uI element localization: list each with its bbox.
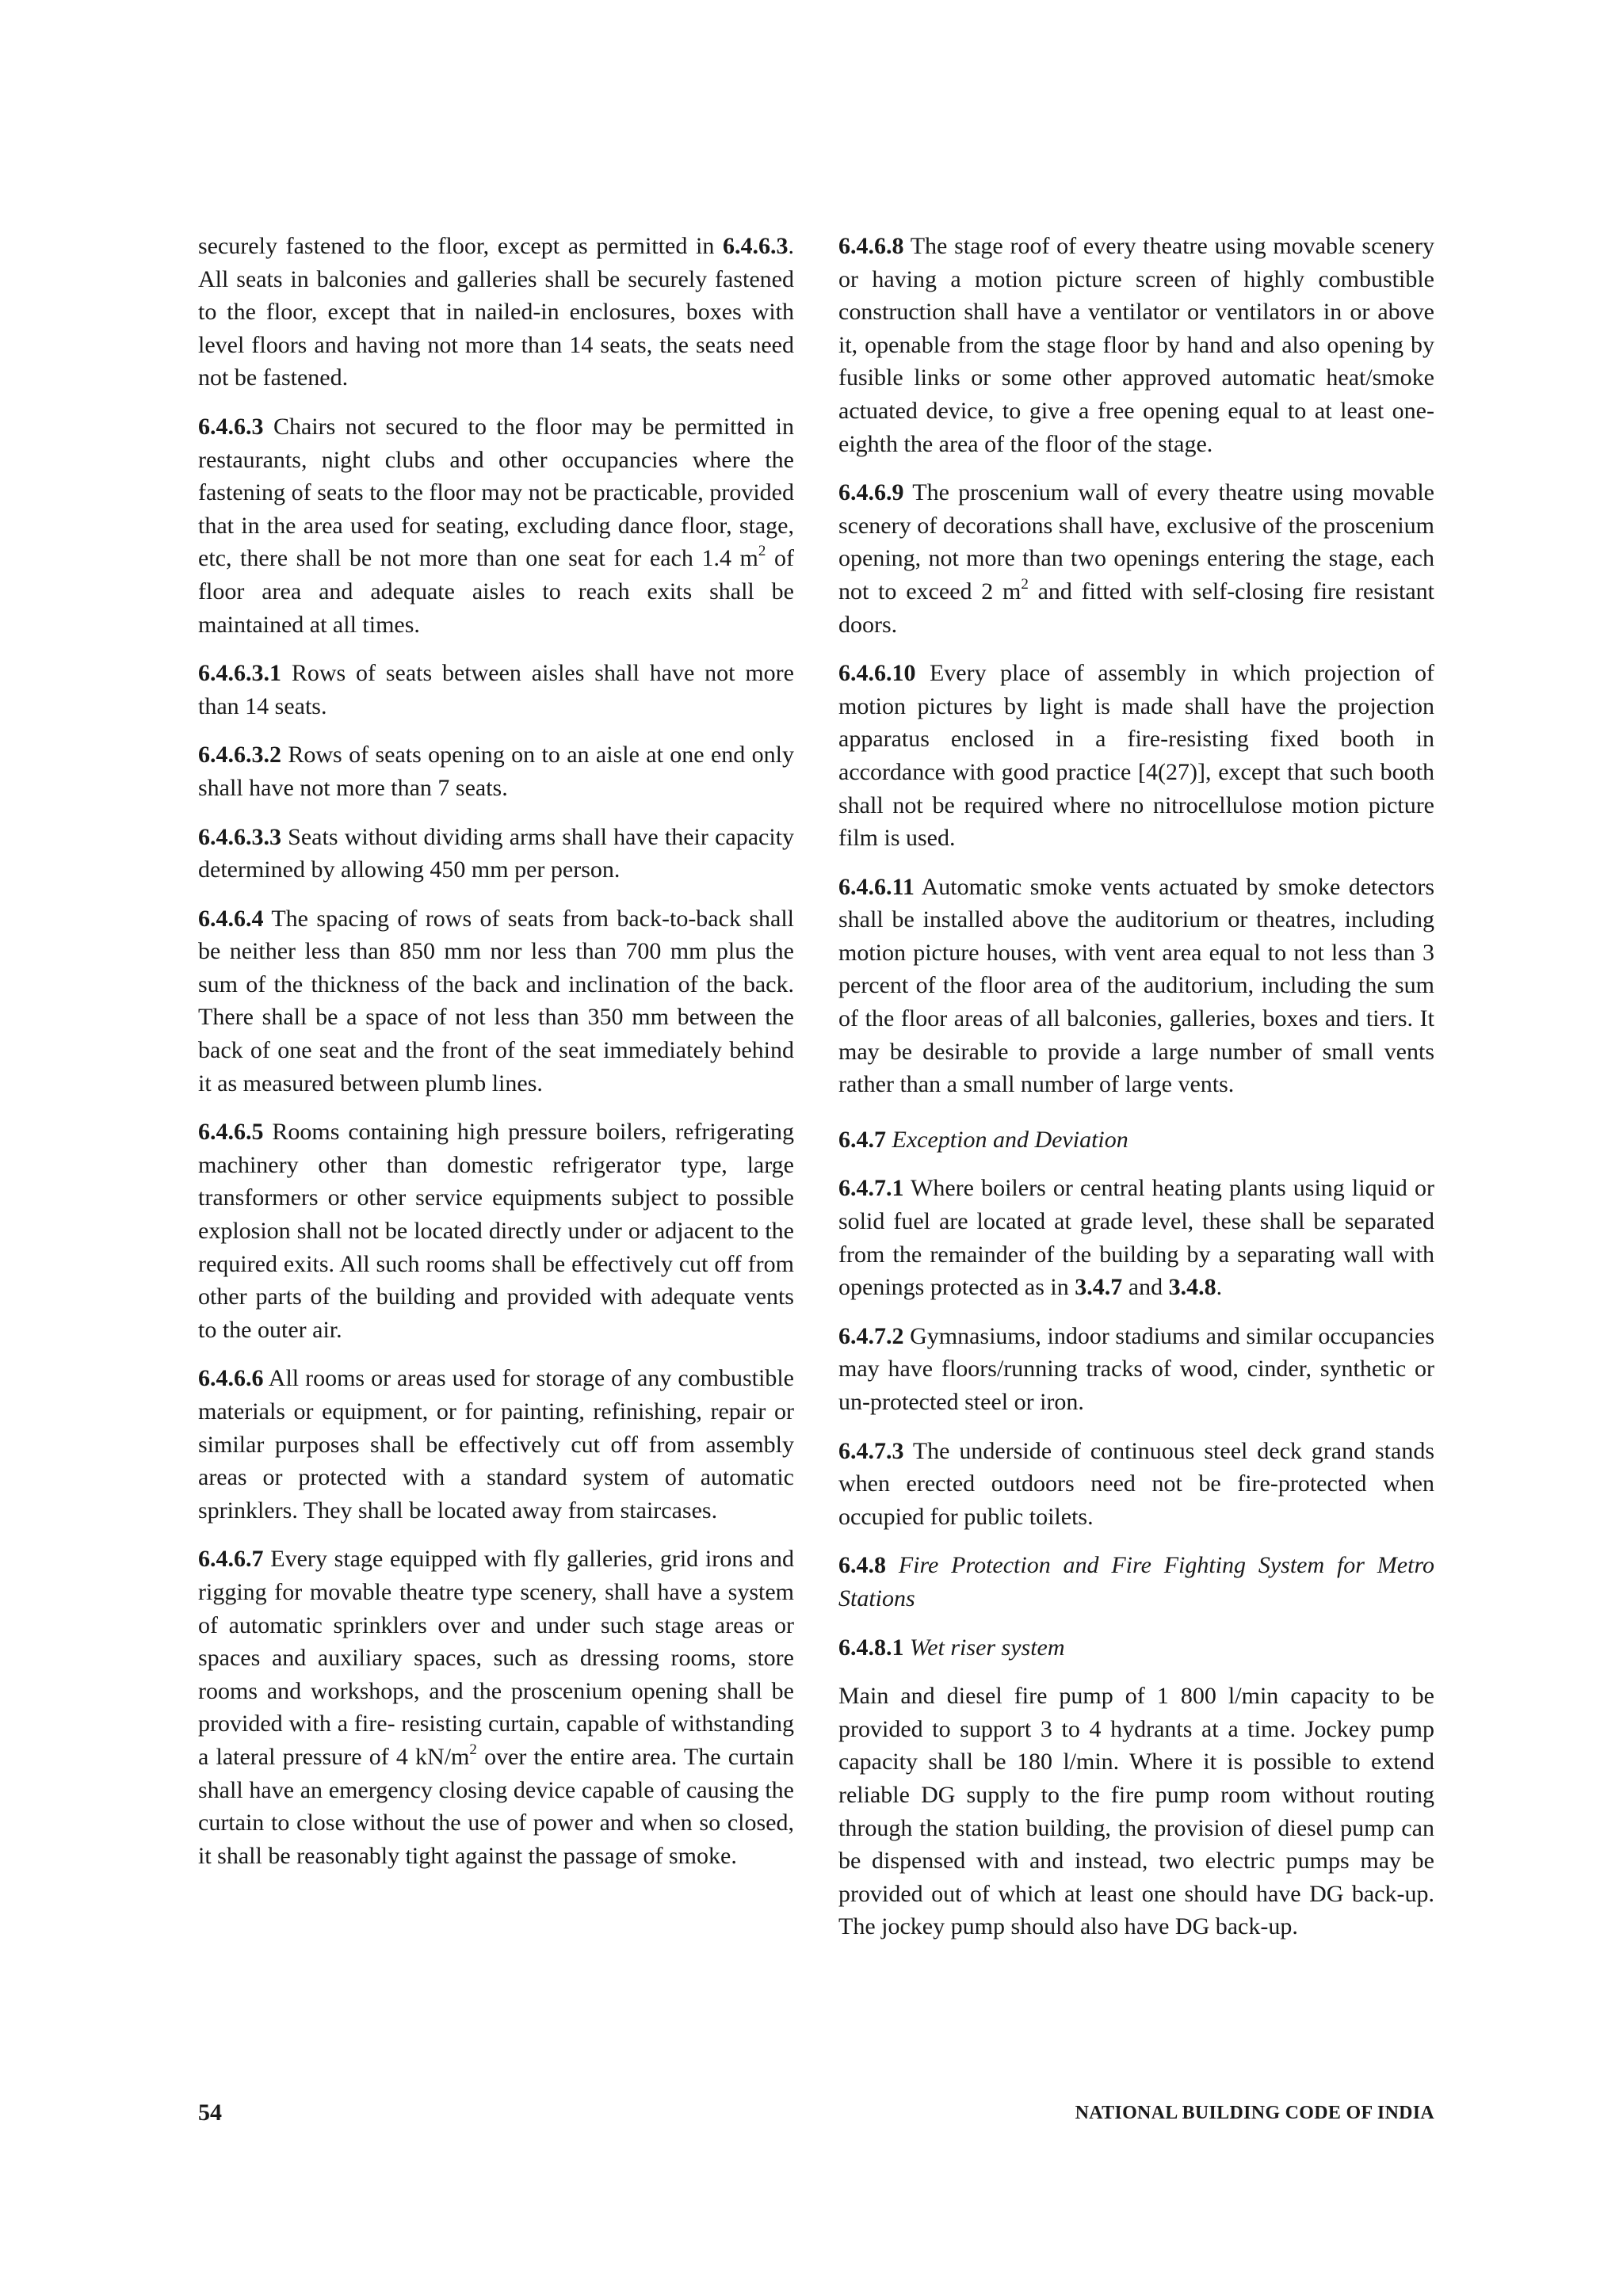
paragraph-continuation [198,230,794,395]
paragraph-text: securely fastened to the floor, except as permitted in [198,233,723,259]
section-title: Wet riser system [910,1634,1065,1661]
paragraph-text: . [1216,1274,1223,1301]
paragraph-text: Main and diesel fire pump of 1 800 l/min capacity to be provided to support 3 to 4 hydrants at a time. Jockey pump capacity shall be 180 l/min. Where it is possible to extend reliable DG supply to the fire pump room without routing through the station building, the provision of diesel pump can be dispensed with and instead, two electric pumps may be provided out of which at least one should have DG back-up. The jockey pump should also have DG back-up. [838,1683,1434,1940]
clause-number: 6.4.8.1 [838,1634,904,1661]
superscript: 2 [1021,575,1029,593]
paragraph-text: Automatic smoke vents actuated by smoke detectors shall be installed above the auditorium or theatres, including motion picture houses, with vent area equal to not less than 3 percent of the floor area of the auditorium, including the sum of the floor areas of all balconies, galleries, boxes and tiers. It may be desirable to provide a large number of small vents rather than a small number of large vents. [838,873,1434,1098]
clause-number: 6.4.6.4 [198,905,264,932]
running-title: NATIONAL BUILDING CODE OF INDIA [1075,2103,1434,2123]
paragraph-text: and [1122,1274,1169,1301]
superscript: 2 [758,543,766,560]
clause-number: 6.4.8 [838,1552,886,1579]
paragraph-text: over the entire area. The curtain shall have an emergency closing device capable of causing the curtain to close without the use of power and when so closed, it shall be reasonably tight against the passage of smoke. [198,1743,795,1869]
clause-number: 6.4.6.3.1 [198,660,281,687]
paragraph-6-4-6-8 [838,230,1434,460]
heading-6-4-7 [838,1123,1434,1157]
paragraph-6-4-6-3-2 [198,738,794,804]
section-reference: 6.4.6.3 [723,233,789,259]
paragraph-text: Rows of seats between aisles shall have not more than 14 seats. [198,660,794,719]
paragraph-text: Rooms containing high pressure boilers, refrigerating machinery other than domestic refrigerator type, large transformers or other service equipments subject to possible explosion shall not be located directly under or adjacent to the required exits. All such rooms shall be effectively cut off from other parts of the building and provided with adequate vents to the outer air. [198,1119,794,1343]
page-footer [198,2100,1434,2131]
paragraph-text: Seats without dividing arms shall have their capacity determined by allowing 450 mm per person. [198,823,794,883]
clause-number: 6.4.6.11 [838,873,915,900]
clause-number: 6.4.6.3.2 [198,742,281,769]
paragraph-text: Where boilers or central heating plants using liquid or solid fuel are located at grade level, these shall be separated from the remainder of the building by a separating wall with openings protected as in [838,1175,1434,1301]
paragraph-6-4-7-2 [838,1320,1434,1419]
section-title: Fire Protection and Fire Fighting System for Metro Stations [838,1552,1435,1611]
clause-number: 6.4.6.6 [198,1365,264,1392]
paragraph-text: The stage roof of every theatre using movable scenery or having a motion picture screen of highly combustible construction shall have a ventilator or ventilators in or above it, openable from the stage floor by hand and also opening by fusible links or some other approved automatic heat/smoke actuated device, to give a free opening equal to at least one-eighth the area of the floor of the stage. [838,233,1434,457]
paragraph-6-4-7-1 [838,1172,1434,1303]
paragraph-text: The spacing of rows of seats from back-to-back shall be neither less than 850 mm nor less than 700 mm plus the sum of the thickness of the back and inclination of the back. There shall be a space of not less than 350 mm between the back of one seat and the front of the seat immediately behind it as measured between plumb lines. [198,905,794,1097]
paragraph-text: Every place of assembly in which projection of motion pictures by light is made shall have the projection apparatus enclosed in a fire-resisting fixed booth in accordance with good practice [4(27)], except that such booth shall not be required where no nitrocellulose motion picture film is used. [838,660,1434,852]
paragraph-text: Gymnasiums, indoor stadiums and similar occupancies may have floors/running tracks of wood, cinder, synthetic or un-protected steel or iron. [838,1322,1434,1415]
paragraph-wet-riser [838,1680,1434,1943]
clause-number: 6.4.7 [838,1126,886,1153]
paragraph-6-4-6-3-3 [198,821,794,887]
paragraph-6-4-6-5 [198,1116,794,1346]
superscript: 2 [469,1741,477,1758]
paragraph-text: The proscenium wall of every theatre using movable scenery of decorations shall have, exclusive of the proscenium opening, not more than two openings entering the stage, each not to exceed 2 m [838,479,1434,605]
paragraph-6-4-6-7 [198,1543,794,1872]
right-column [838,230,1434,1959]
paragraph-text: . All seats in balconies and galleries shall be securely fastened to the floor, except that in nailed-in enclosures, boxes with level floors and having not more than 14 seats, the seats need not be fastened. [198,233,794,391]
paragraph-text: Rows of seats opening on to an aisle at one end only shall have not more than 7 seats. [198,742,794,801]
clause-number: 6.4.6.3 [198,413,264,440]
clause-number: 6.4.6.7 [198,1546,264,1573]
paragraph-6-4-6-9 [838,476,1434,641]
clause-number: 6.4.6.5 [198,1119,264,1146]
section-reference: 3.4.8 [1168,1274,1216,1301]
clause-number: 6.4.7.2 [838,1322,904,1349]
clause-number: 6.4.6.3.3 [198,823,281,850]
paragraph-text: The underside of continuous steel deck grand stands when erected outdoors need not be fire-protected when occupied for public toilets. [838,1437,1434,1530]
heading-6-4-8 [838,1549,1434,1615]
paragraph-text: Every stage equipped with fly galleries, grid irons and rigging for movable theatre type scenery, shall have a system of automatic sprinklers over and under such stage areas or spaces and auxiliary spaces, such as dressing rooms, store rooms and workshops, and the proscenium opening shall be provided with a fire- resisting curtain, capable of withstanding a lateral pressure of 4 kN/m [198,1546,794,1770]
paragraph-6-4-6-3-1 [198,657,794,723]
clause-number: 6.4.6.9 [838,479,904,506]
paragraph-6-4-6-6 [198,1362,794,1527]
paragraph-6-4-6-3 [198,410,794,641]
section-title: Exception and Deviation [892,1126,1128,1153]
clause-number: 6.4.7.1 [838,1175,904,1202]
paragraph-text: Chairs not secured to the floor may be permitted in restaurants, night clubs and other occupancies where the fastening of seats to the floor may not be practicable, provided that in the area used for seating, excluding dance floor, stage, etc, there shall be not more than one seat for each 1.4 m [198,413,794,572]
clause-number: 6.4.7.3 [838,1437,904,1464]
paragraph-text: All rooms or areas used for storage of any combustible materials or equipment, or for painting, refinishing, repair or similar purposes shall be effectively cut off from assembly areas or protected with a standard system of automatic sprinklers. They shall be located away from staircases. [198,1365,794,1524]
heading-6-4-8-1 [838,1631,1434,1665]
paragraph-6-4-6-10 [838,657,1434,855]
paragraph-6-4-6-11 [838,871,1434,1101]
clause-number: 6.4.6.8 [838,233,904,259]
paragraph-6-4-7-3 [838,1435,1434,1534]
left-column [198,230,794,1888]
section-reference: 3.4.7 [1075,1274,1123,1301]
paragraph-6-4-6-4 [198,902,794,1100]
page-number: 54 [198,2100,222,2126]
paragraph-text: and fitted with self-closing fire resistant doors. [838,578,1434,638]
paragraph-text: of floor area and adequate aisles to reach exits shall be maintained at all times. [198,545,794,638]
clause-number: 6.4.6.10 [838,660,916,687]
